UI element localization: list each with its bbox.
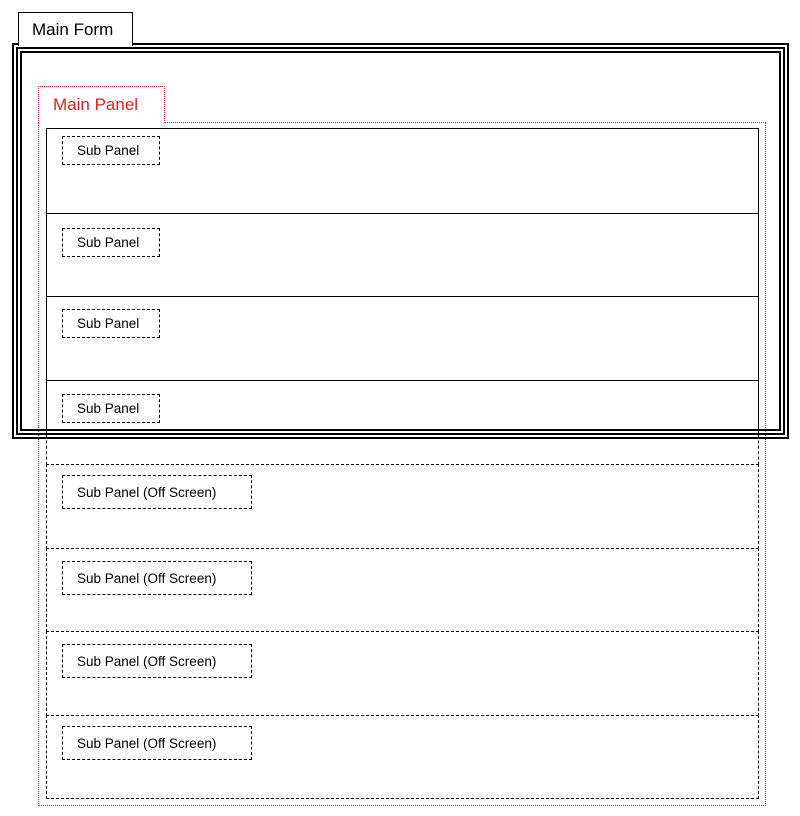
sub-panel-row xyxy=(46,296,759,381)
sub-panel-row xyxy=(46,213,759,297)
sub-panel-row xyxy=(46,380,759,435)
sub-panel-offscreen-label: Sub Panel (Off Screen) xyxy=(62,475,252,509)
sub-panel-offscreen-row xyxy=(46,464,759,549)
sub-panel-label: Sub Panel xyxy=(62,394,160,423)
main-form-title: Main Form xyxy=(18,12,133,46)
sub-panel-offscreen-row xyxy=(46,631,759,716)
sub-panel-label: Sub Panel xyxy=(62,309,160,338)
sub-panel-offscreen-label: Sub Panel (Off Screen) xyxy=(62,726,252,760)
sub-panel-offscreen-label: Sub Panel (Off Screen) xyxy=(62,561,252,595)
sub-panel-label: Sub Panel xyxy=(62,136,160,165)
sub-panel-offscreen-row xyxy=(46,715,759,799)
sub-panel-label: Sub Panel xyxy=(62,228,160,257)
sub-panel-row-continuation xyxy=(46,435,759,465)
sub-panel-row xyxy=(46,128,759,214)
main-panel-title: Main Panel xyxy=(38,86,165,123)
sub-panel-offscreen-label: Sub Panel (Off Screen) xyxy=(62,644,252,678)
sub-panel-offscreen-row xyxy=(46,548,759,632)
